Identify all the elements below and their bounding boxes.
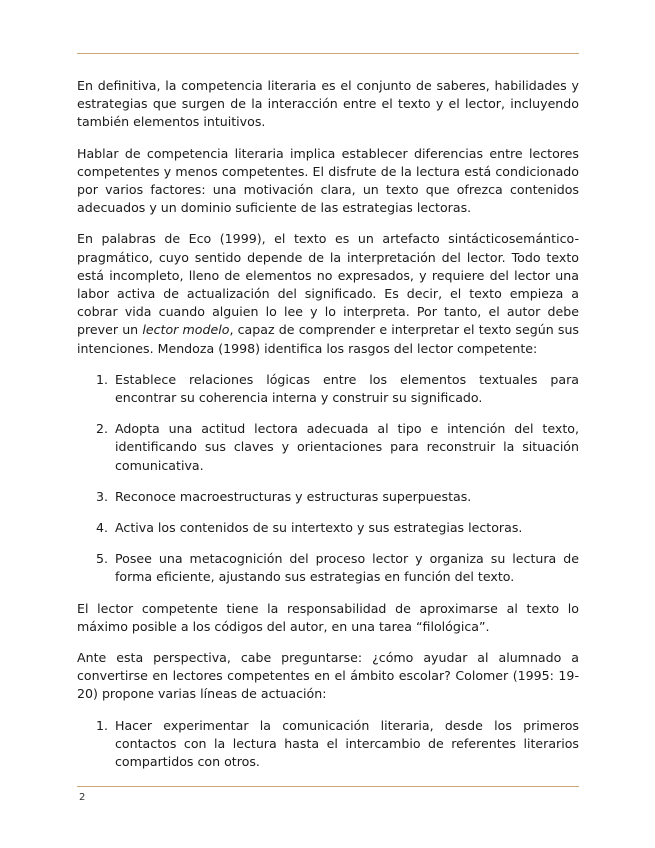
lector-modelo-emphasis: lector modelo — [142, 322, 230, 338]
paragraph-eco — [77, 230, 579, 357]
list-item-text: Reconoce macroestructuras y estructuras superpuestas. — [115, 488, 472, 504]
paragraph-eco-text-1: En palabras de Eco (1999), el texto es un artefacto sintácticosemántico-pragmático, cuyo sentido depende de la interpretación del lector. Todo texto está incompleto, lleno de elementos no expresados, y requiere del lector una labor activa de actualización del significado. Es decir, el texto empieza a cobrar vida cuando alguien lo lee y lo interpreta. Por tanto, el autor debe prever un — [77, 231, 579, 338]
list-item-text: Adopta una actitud lectora adecuada al tipo e intención del texto, identificando sus claves y orientaciones para reconstruir la situación comunicativa. — [115, 421, 579, 473]
list-item-text: Establece relaciones lógicas entre los elementos textuales para encontrar su coherencia interna y construir su significado. — [115, 371, 579, 406]
lineas-actuacion-list — [77, 717, 579, 772]
page-body — [77, 77, 579, 784]
page-number: 2 — [79, 792, 86, 803]
list-item-number: 5. — [96, 551, 109, 567]
header-rule — [77, 53, 579, 54]
list-item — [77, 488, 579, 506]
paragraph-diferencias-lectores: Hablar de competencia literaria implica establecer diferencias entre lectores competentes y menos competentes. El disfrute de la lectura está condicionado por varios factores: una motivación clara, un texto que ofrezca contenidos adecuados y un dominio suficiente de las estrategias lectoras. — [77, 145, 579, 216]
list-item-text: Hacer experimentar la comunicación literaria, desde los primeros contactos con la lectura hasta el intercambio de referentes literarios compartidos con otros. — [115, 717, 579, 770]
list-item-text: Activa los contenidos de su intertexto y sus estrategias lectoras. — [115, 520, 523, 536]
list-item — [77, 420, 579, 475]
paragraph-eco-text-2: , capaz de comprender e interpretar el texto según sus intenciones. Mendoza (1998) identifica los rasgos del lector competente: — [77, 322, 579, 356]
list-item — [77, 550, 579, 586]
list-item — [77, 371, 579, 407]
list-item — [77, 519, 579, 537]
list-item-number: 1. — [96, 717, 109, 733]
paragraph-perspectiva: Ante esta perspectiva, cabe preguntarse: ¿cómo ayudar al alumnado a convertirse en lectores competentes en el ámbito escolar? Colomer (1995: 19-20) propone varias líneas de actuación: — [77, 650, 579, 702]
list-item-number: 2. — [96, 421, 109, 437]
list-item-number: 1. — [96, 371, 109, 387]
rasgos-lector-list — [77, 371, 579, 587]
footer-rule — [77, 786, 579, 787]
paragraph-competencia-definicion: En definitiva, la competencia literaria es el conjunto de saberes, habilidades y estrategias que surgen de la interacción entre el texto y el lector, incluyendo también elementos intuitivos. — [77, 78, 579, 130]
list-item-number: 4. — [96, 520, 109, 536]
list-item-number: 3. — [96, 488, 109, 504]
paragraph-lector-competente: El lector competente tiene la responsabilidad de aproximarse al texto lo máximo posible a los códigos del autor, en una tarea “filológica”. — [77, 600, 579, 634]
list-item-text: Posee una metacognición del proceso lector y organiza su lectura de forma eficiente, ajustando sus estrategias en función del texto. — [115, 551, 579, 585]
list-item — [77, 717, 579, 772]
